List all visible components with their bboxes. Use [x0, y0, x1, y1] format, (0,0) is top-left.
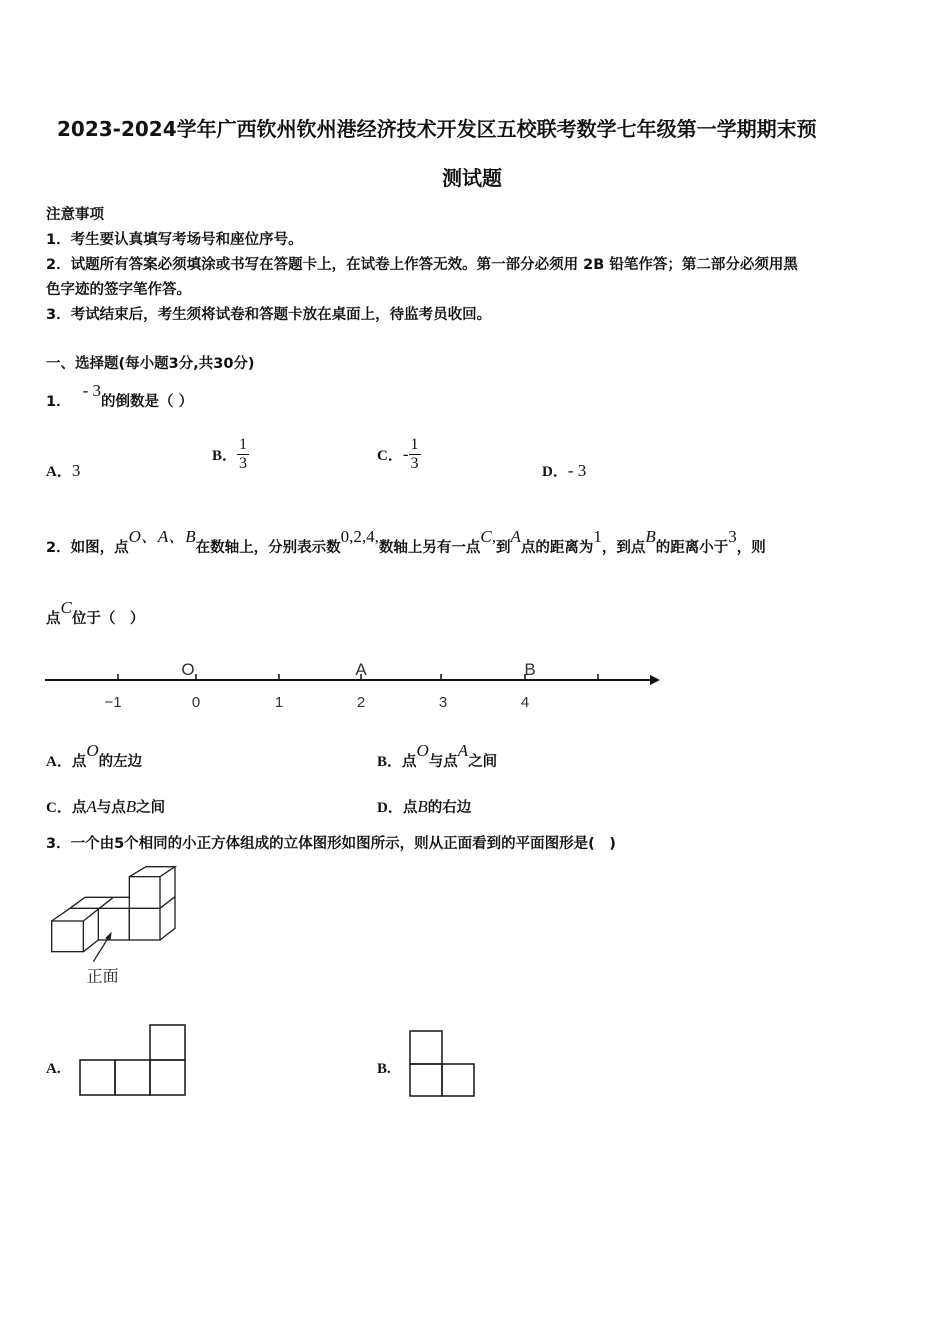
- q1-option-d: [542, 460, 586, 481]
- q3-option-b-figure: [408, 1028, 480, 1100]
- q3-option-a-label: A.: [46, 1061, 61, 1077]
- tick-label: −1: [104, 694, 122, 711]
- numerator: 1: [410, 436, 419, 453]
- text: 点: [402, 754, 417, 770]
- text: 之间: [468, 754, 498, 770]
- math-expr: - 3: [82, 381, 102, 400]
- title-line-2: 测试题: [442, 166, 502, 190]
- denominator: 3: [239, 455, 248, 472]
- text: 位于（ ）: [71, 611, 145, 627]
- question-3: 3．一个由5个相同的小正方体组成的立体图形如图所示，则从正面看到的平面图形是( ): [46, 836, 616, 852]
- text: 到: [495, 540, 511, 556]
- q3-option-a-figure: [78, 1022, 188, 1100]
- text: 之间: [136, 800, 166, 816]
- option-label: D．: [377, 800, 403, 816]
- number-line: [0, 655, 700, 715]
- text: 与点: [96, 800, 126, 816]
- notice-heading: 注意事项: [46, 207, 104, 223]
- text: 点: [402, 800, 418, 816]
- math: C,: [480, 527, 496, 546]
- text: 数轴上另有一点: [378, 540, 481, 556]
- q2-option-c: [46, 796, 165, 817]
- option-label: B．: [377, 754, 403, 770]
- text: 点: [46, 611, 61, 627]
- text: 的左边: [98, 754, 143, 770]
- q1-option-b: [212, 436, 249, 473]
- fraction: [409, 436, 421, 473]
- question-text: 的倒数是（ ）: [101, 394, 194, 410]
- text: 点的距离为: [520, 540, 594, 556]
- option-value: 3: [71, 461, 81, 480]
- math: O: [416, 741, 429, 760]
- question-2-line2: [46, 598, 145, 628]
- tick-label: 4: [520, 694, 530, 711]
- q3-option-b-label: B.: [377, 1061, 391, 1077]
- text: 点: [71, 800, 87, 816]
- q1-option-c: [377, 436, 421, 473]
- notice-item: 1．考生要认真填写考场号和座位序号。: [46, 232, 303, 248]
- text: 与点: [428, 754, 458, 770]
- front-label: 正面: [86, 966, 119, 986]
- tick-label: 1: [274, 694, 284, 711]
- point-label: B: [524, 660, 536, 679]
- text: ，则: [736, 540, 766, 556]
- notice-item: 色字迹的签字笔作答。: [46, 282, 191, 298]
- math: B: [645, 527, 656, 546]
- numerator: 1: [239, 436, 248, 453]
- point-label: O: [181, 660, 195, 679]
- option-value: - 3: [567, 461, 587, 480]
- minus-sign: -: [402, 444, 409, 464]
- math: A: [457, 741, 469, 760]
- text: 的右边: [427, 800, 472, 816]
- q2-option-d: [377, 796, 471, 817]
- tick-label: 2: [356, 694, 366, 711]
- text: 2．如图，点: [46, 540, 129, 556]
- option-label: A．: [46, 464, 72, 480]
- option-label: C．: [377, 448, 403, 464]
- point-label: A: [355, 660, 367, 679]
- title-line-1: 2023-2024学年广西钦州钦州港经济技术开发区五校联考数学七年级第一学期期末预: [57, 117, 817, 141]
- notice-item: 2．试题所有答案必须填涂或书写在答题卡上，在试卷上作答无效。第一部分必须用 2B 铅笔作答；第二部分必须用黑: [46, 257, 798, 273]
- math: B: [417, 797, 428, 816]
- question-1: [46, 381, 194, 411]
- q2-option-a: [46, 741, 143, 771]
- text: 的距离小于: [655, 540, 729, 556]
- arrow-icon: [650, 675, 660, 685]
- option-label: B．: [212, 448, 238, 464]
- q2-option-b: [377, 741, 498, 771]
- section-heading: 一、选择题(每小题3分,共30分): [46, 356, 255, 372]
- question-2: [46, 527, 766, 557]
- text: 在数轴上，分别表示数: [195, 540, 341, 556]
- tick-label: 3: [438, 694, 448, 711]
- math: A: [510, 527, 521, 546]
- cube-figure: [40, 860, 190, 990]
- question-number: 1．: [46, 394, 71, 410]
- math: O: [86, 741, 99, 760]
- arrow-icon: [105, 932, 112, 940]
- option-label: D．: [542, 464, 568, 480]
- text: 点: [71, 754, 87, 770]
- denominator: 3: [410, 455, 419, 472]
- tick-label: 0: [191, 694, 201, 711]
- option-label: A．: [46, 754, 72, 770]
- math: B: [125, 797, 137, 816]
- q1-option-a: [46, 460, 80, 481]
- math: 0,2,4,: [340, 527, 379, 546]
- notice-item: 3．考试结束后，考生须将试卷和答题卡放在桌面上，待监考员收回。: [46, 307, 492, 323]
- option-label: C．: [46, 800, 72, 816]
- text: ，到点: [601, 540, 646, 556]
- math: A: [86, 797, 97, 816]
- math: 1: [593, 527, 602, 546]
- fraction: [237, 436, 249, 473]
- math: O、A、B: [128, 527, 196, 546]
- math: 3: [728, 527, 737, 546]
- math: C: [60, 598, 72, 617]
